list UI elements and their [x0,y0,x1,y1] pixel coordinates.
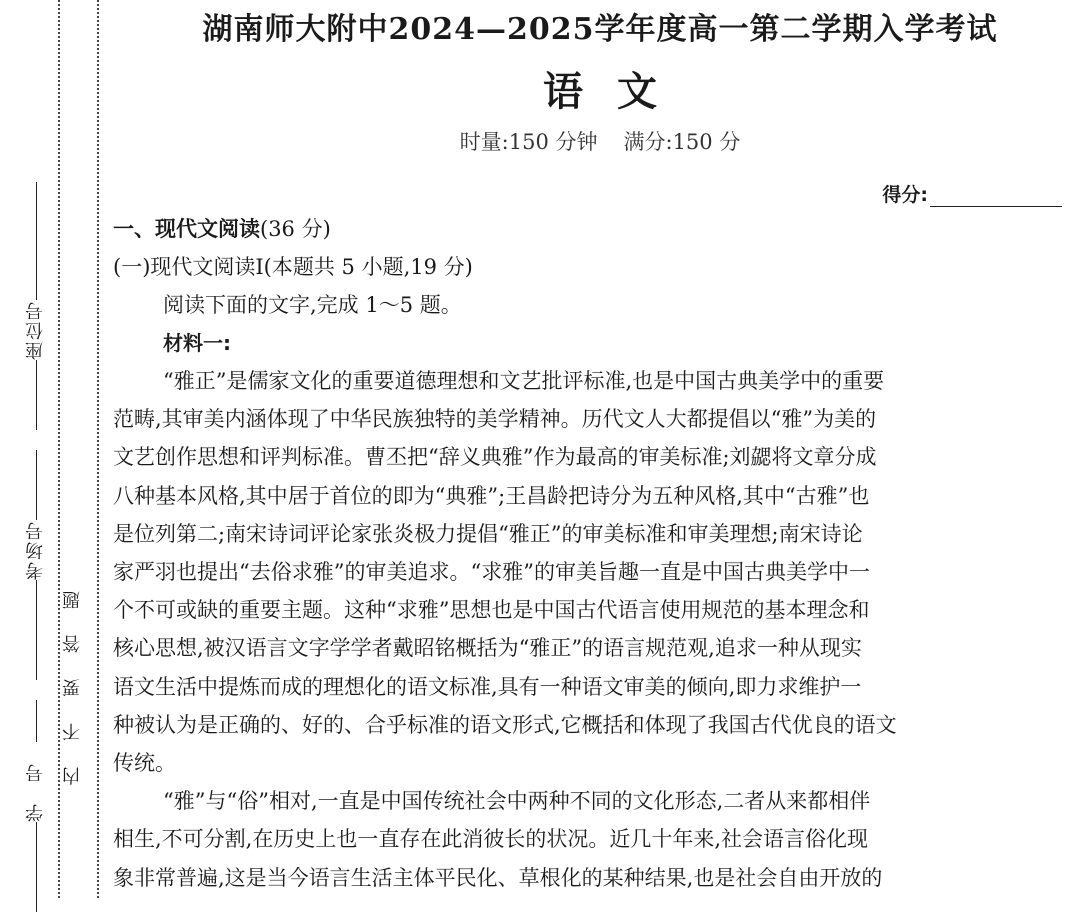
binding-margin [0,0,120,898]
text-line: 文艺创作思想和评判标准。曹丕把“辞义典雅”作为最高的审美标准;刘勰将文章分成 [113,445,877,470]
exam-content [113,210,1053,897]
text-line: 范畴,其审美内涵体现了中华民族独特的美学精神。历代文人大都提倡以“雅”为美的 [113,407,877,432]
text-line: 核心思想,被汉语言文字学学者戴昭铭概括为“雅正”的语言规范观,追求一种从现实 [113,636,862,661]
section-title: 一、现代文阅读 [113,217,260,241]
subject-title: 语文 [543,69,691,115]
student-id-field [16,700,56,912]
student-id-label: 学号 [25,742,46,822]
text-line: 传统。 [113,751,176,776]
text-line: 相生,不可分割,在历史上也一直存在此消彼长的状况。近几十年来,社会语言俗化现 [113,827,869,852]
text-line: 家严羽也提出“去俗求雅”的审美追求。“求雅”的审美旨趣一直是中国古典美学中一 [113,560,870,585]
section-points: (36 分) [260,217,331,241]
text-line: 语文生活中提炼而成的理想化的语文标准,具有一种语文审美的倾向,即力求维护一 [113,674,862,699]
section-heading [113,210,1053,248]
text-line: 象非常普遍,这是当今语言生活主体平民化、草根化的某种结果,也是社会自由开放的 [113,865,883,890]
text-line: 八种基本风格,其中居于首位的即为“典雅”;王昌龄把诗分为五种风格,其中“古雅”也 [113,483,870,508]
exam-title: 湖南师大附中2024—2025学年度高一第二学期入学考试 [202,12,998,47]
exam-room-blank-lower [36,580,37,680]
text-line: 个不可或缺的重要主题。这种“求雅”思想也是中国古代语言使用规范的基本理念和 [113,598,870,623]
seat-number-label: 座位号 [25,300,46,360]
exam-room-field [16,450,56,680]
full-score: 满分:150 分 [623,130,741,154]
score-blank[interactable] [930,184,1062,207]
text-line: 是位列第二;南宋诗词评论家张炎极力提倡“雅正”的审美标准和审美理想;南宋诗论 [113,521,863,546]
seal-line-dotted-inner [97,0,99,898]
student-id-blank-lower [36,822,37,912]
seat-number-blank [36,182,37,300]
text-line: 种被认为是正确的、好的、合乎标准的语文形式,它概括和体现了我国古代优良的语文 [113,712,897,737]
subsection-heading: (一)现代文阅读Ⅰ(本题共 5 小题,19 分) [113,255,473,279]
score-label: 得分: [882,184,928,206]
reading-instruction: 阅读下面的文字,完成 1～5 题。 [163,293,462,317]
student-id-blank [36,700,37,742]
paragraph-2 [113,782,1053,897]
seal-line-dotted [58,0,60,898]
text-line: “雅正”是儒家文化的重要道德理想和文艺批评标准,也是中国古典美学中的重要 [163,369,885,393]
exam-room-label: 考场号 [25,520,46,580]
seat-number-blank-lower [36,360,37,430]
seat-number-field [16,182,56,430]
score-field [882,180,1062,207]
time-limit: 时量:150 分钟 [459,130,598,154]
exam-meta [120,126,1080,156]
text-line: “雅”与“俗”相对,一直是中国传统社会中两种不同的文化形态,二者从来都相伴 [163,789,871,814]
no-answer-notice: 内不要答题 [62,565,83,785]
material-label: 材料一: [163,331,231,355]
exam-room-blank [36,450,37,520]
paragraph-1 [113,362,1053,782]
